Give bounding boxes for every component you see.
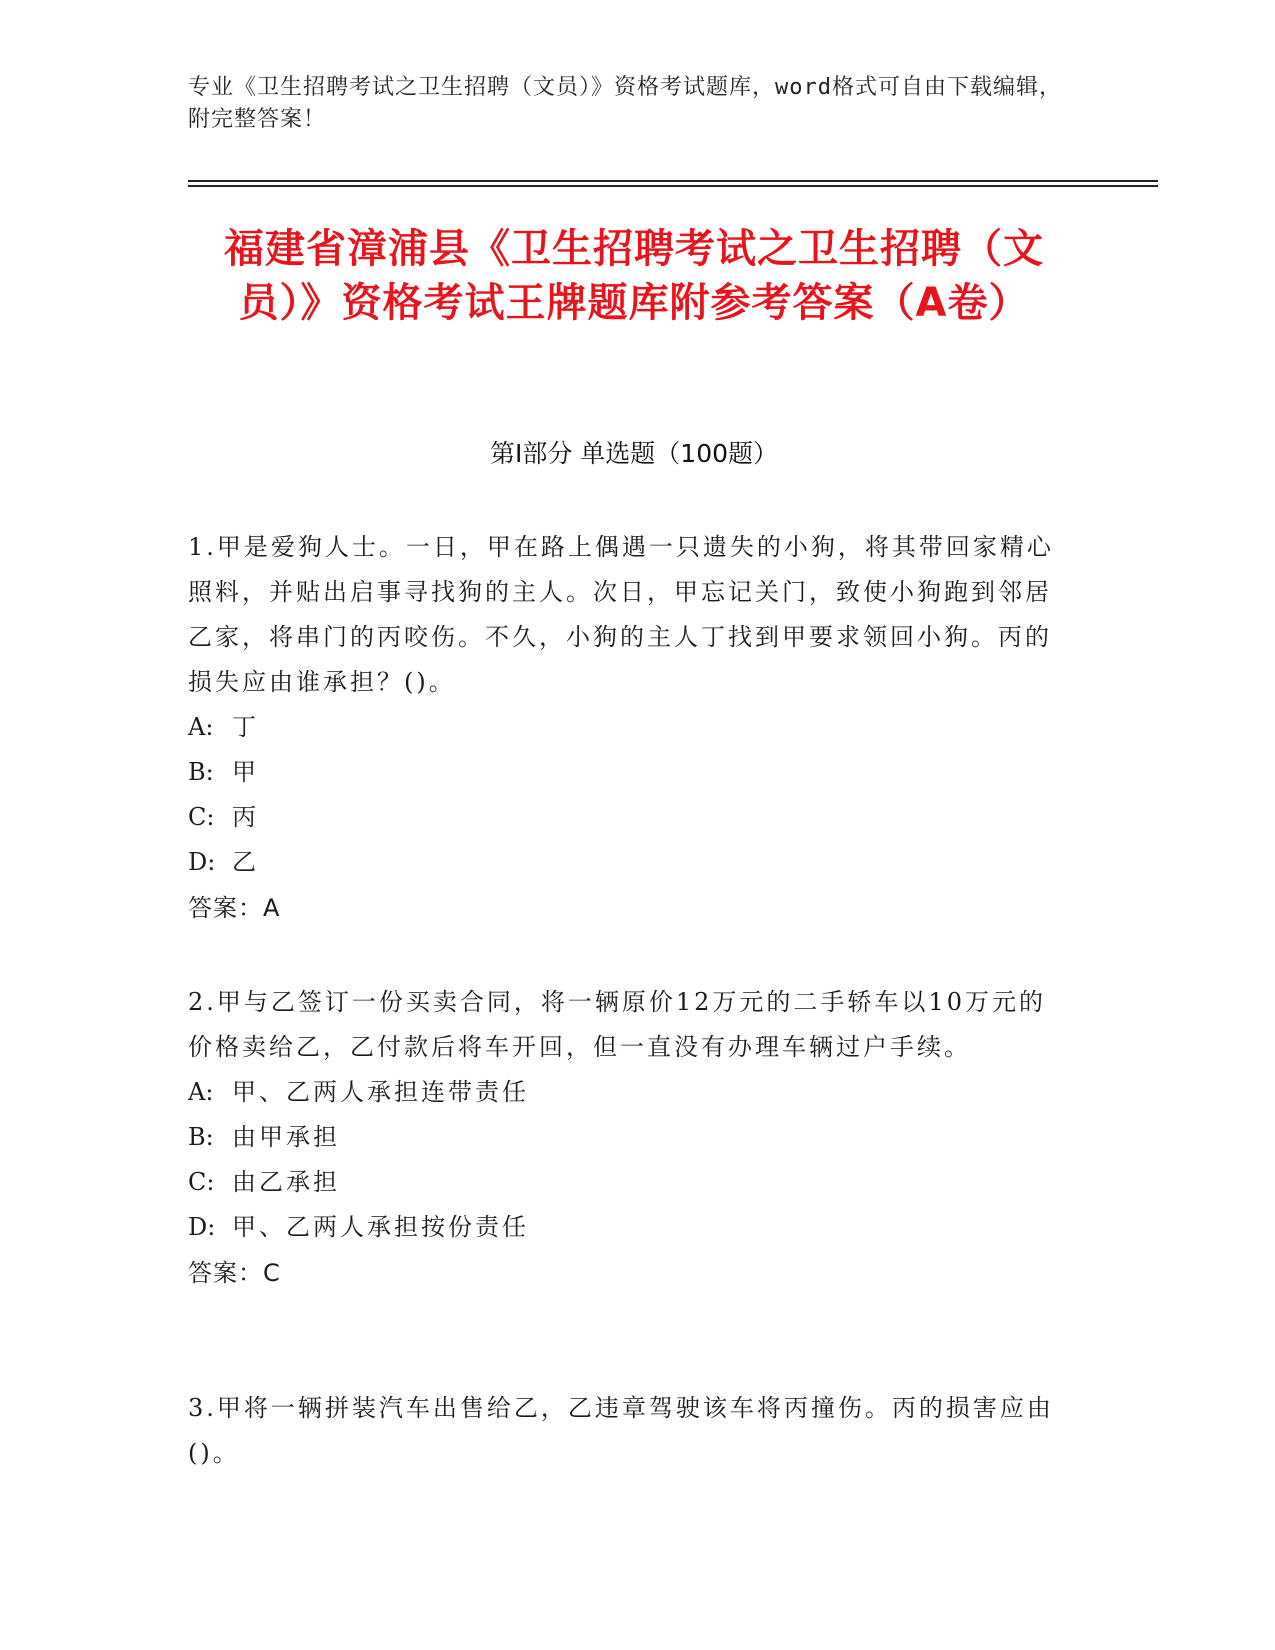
question-stem: 1.甲是爱狗人士。一日，甲在路上偶遇一只遗失的小狗，将其带回家精心照料，并贴出启事寻找狗的主人。次日，甲忘记关门，致使小狗跑到邻居乙家，将串门的丙咬伤。不久，小狗的主人丁找到甲要求领回小狗。丙的损失应由谁承担？()。 <box>188 533 1054 696</box>
option-key: B: <box>188 758 214 786</box>
option-a <box>188 1070 1068 1115</box>
question-stem: 3.甲将一辆拼装汽车出售给乙，乙违章驾驶该车将丙撞伤。丙的损害应由()。 <box>188 1394 1054 1467</box>
header-divider-bottom <box>188 185 1158 187</box>
option-text: 乙 <box>232 848 259 876</box>
option-d <box>188 1205 1068 1250</box>
option-text: 甲 <box>232 758 259 786</box>
option-key: B: <box>188 1123 214 1151</box>
option-d <box>188 840 1068 885</box>
option-a <box>188 705 1068 750</box>
option-key: D: <box>188 848 216 876</box>
option-c <box>188 795 1068 840</box>
section-heading: 第I部分 单选题（100题） <box>489 439 779 468</box>
question-stem: 2.甲与乙签订一份买卖合同，将一辆原价12万元的二手轿车以10万元的价格卖给乙，乙付款后将车开回，但一直没有办理车辆过户手续。 <box>188 988 1046 1061</box>
answer-line: 答案：A <box>188 894 281 922</box>
page-title: 福建省漳浦县《卫生招聘考试之卫生招聘（文员）》资格考试王牌题库附参考答案（A卷） <box>224 226 1044 326</box>
option-text: 丙 <box>232 803 259 831</box>
option-c <box>188 1160 1068 1205</box>
header-divider-top <box>188 180 1158 182</box>
option-b <box>188 750 1068 795</box>
option-text: 由乙承担 <box>232 1168 340 1196</box>
option-key: D: <box>188 1213 216 1241</box>
option-text: 甲、乙两人承担连带责任 <box>232 1078 529 1106</box>
question-2 <box>188 980 1068 1296</box>
option-key: A: <box>188 1078 214 1106</box>
option-text: 由甲承担 <box>232 1123 340 1151</box>
option-text: 甲、乙两人承担按份责任 <box>232 1213 529 1241</box>
option-key: A: <box>188 713 214 741</box>
option-key: C: <box>188 803 215 831</box>
question-1 <box>188 525 1068 931</box>
answer-line: 答案：C <box>188 1259 281 1287</box>
option-b <box>188 1115 1068 1160</box>
header-note: 专业《卫生招聘考试之卫生招聘（文员）》资格考试题库，word格式可自由下载编辑，附完整答案！ <box>188 75 1062 132</box>
option-text: 丁 <box>232 713 259 741</box>
option-key: C: <box>188 1168 215 1196</box>
question-3 <box>188 1386 1068 1476</box>
